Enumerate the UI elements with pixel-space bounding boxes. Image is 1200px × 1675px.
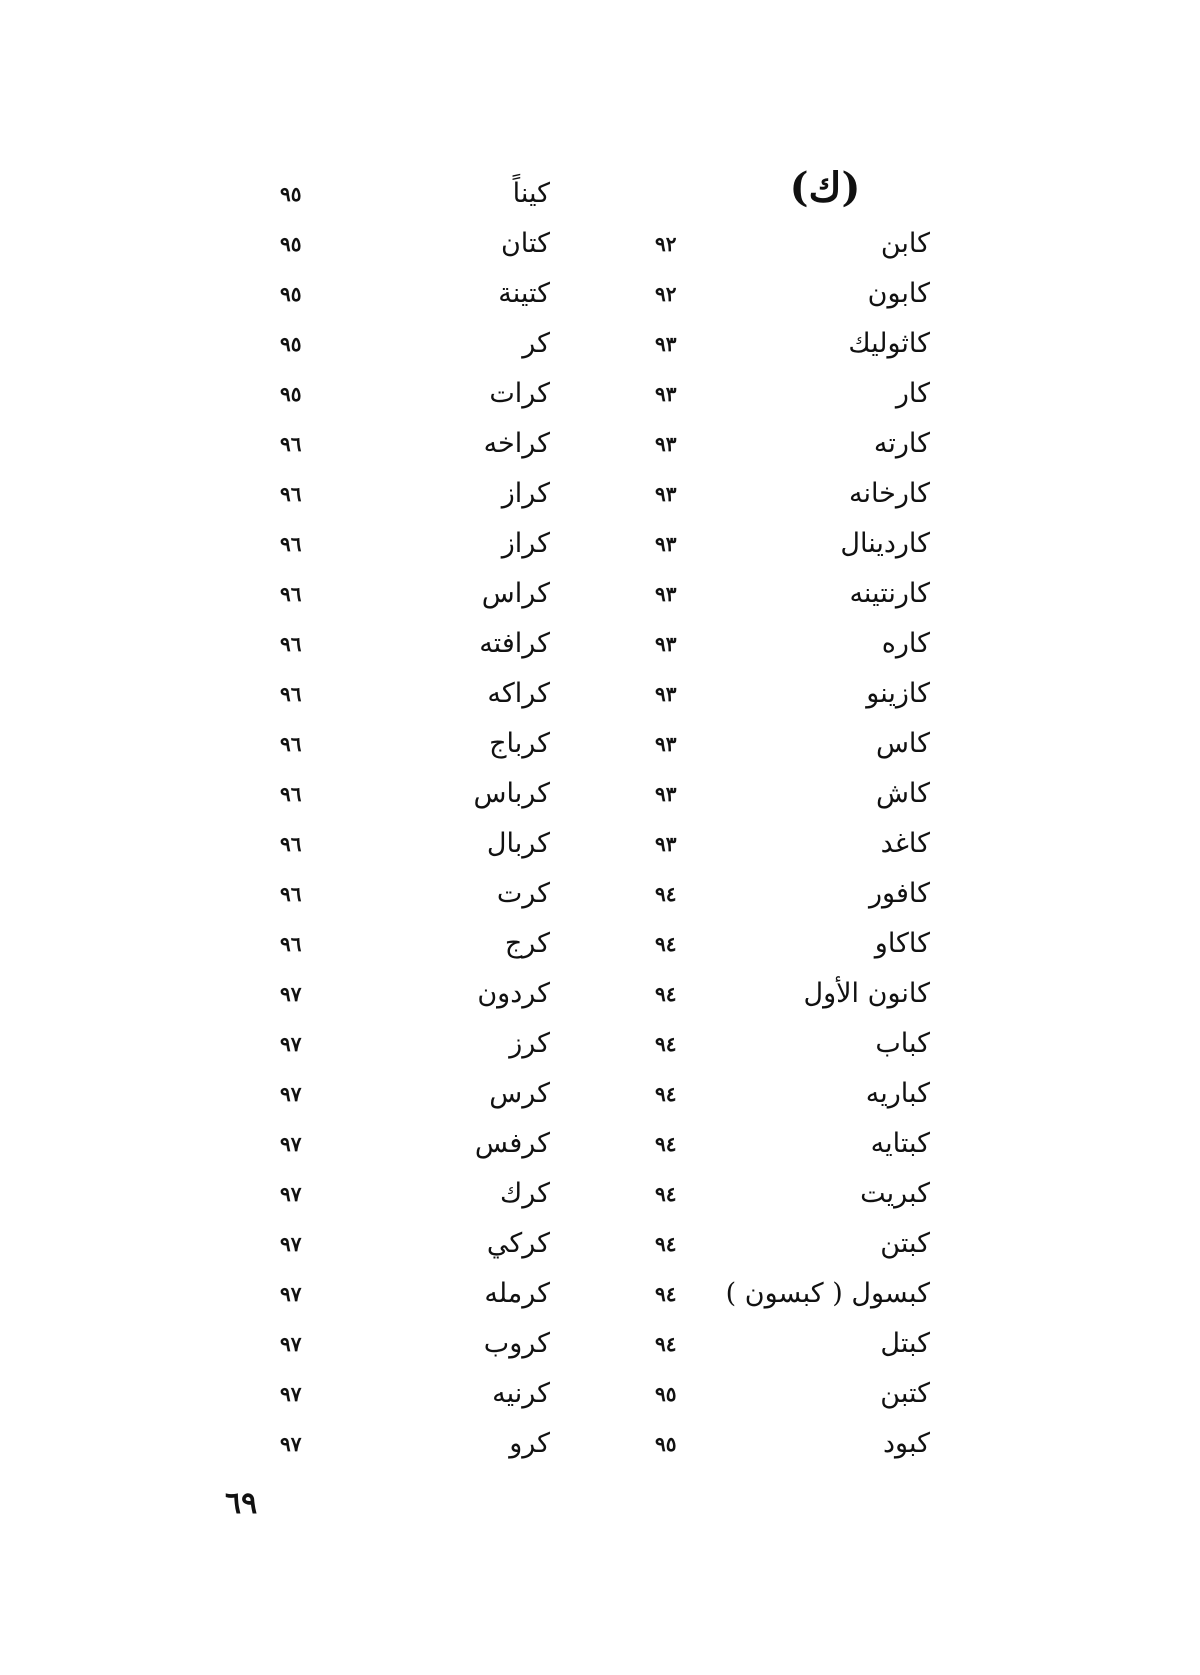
index-entry [655,674,945,724]
entry-word: كراخه [483,428,550,459]
entry-page-ref: ٩٢ [655,282,677,306]
entry-word: كرافته [479,628,550,659]
entry-word: كراس [481,578,550,609]
entry-word: كركي [486,1228,550,1259]
entry-page-ref: ٩٤ [655,1282,677,1306]
index-entry [280,924,550,974]
entry-word: كاغد [880,828,930,859]
entry-word: كرج [504,928,550,959]
index-entry [655,974,945,1024]
index-entry [280,1024,550,1074]
index-entry [280,974,550,1024]
index-entry [655,1124,945,1174]
entry-word: كاردينال [840,528,930,559]
entry-word: كرت [496,878,550,909]
entry-word: كراز [501,528,550,559]
index-entry [280,374,550,424]
entry-page-ref: ٩٤ [655,882,677,906]
entry-word: كيناً [512,178,550,209]
entry-page-ref: ٩٣ [655,732,677,756]
entry-page-ref: ٩٧ [280,982,302,1006]
entry-page-ref: ٩٦ [280,832,302,856]
entry-word: كتينة [498,278,550,309]
page-number: ٦٩ [225,1486,258,1521]
entry-word: كرات [489,378,550,409]
entry-word: كتان [500,228,550,259]
index-entry [655,1024,945,1074]
entry-page-ref: ٩٦ [280,432,302,456]
entry-word: كاس [875,728,930,759]
entry-word: كرفس [474,1128,550,1159]
right-column [655,224,945,1474]
entry-page-ref: ٩٣ [655,532,677,556]
index-entry [655,724,945,774]
entry-page-ref: ٩٦ [280,732,302,756]
entry-page-ref: ٩٣ [655,382,677,406]
index-entry [280,224,550,274]
entry-page-ref: ٩٥ [655,1432,677,1456]
index-entry [655,1374,945,1424]
index-entry [655,374,945,424]
entry-page-ref: ٩٣ [655,832,677,856]
entry-word: كرنيه [492,1378,550,1409]
entry-word: كاكاو [874,928,930,959]
index-entry [280,1424,550,1474]
entry-page-ref: ٩٧ [280,1282,302,1306]
index-entry [280,574,550,624]
entry-page-ref: ٩٢ [655,232,677,256]
section-heading: (ك) [789,164,861,211]
index-entry [280,774,550,824]
left-column [280,174,550,1474]
entry-word: كافور [869,878,930,909]
entry-page-ref: ٩٥ [655,1382,677,1406]
index-entry [280,424,550,474]
entry-word: كابون [867,278,930,309]
entry-word: كرز [509,1028,550,1059]
entry-word: كار [895,378,930,409]
index-entry [280,624,550,674]
entry-page-ref: ٩٧ [280,1382,302,1406]
index-entry [280,324,550,374]
index-entry [280,1074,550,1124]
entry-word: كانون الأول [803,978,930,1009]
entry-page-ref: ٩٣ [655,632,677,656]
entry-word: كرباج [489,728,550,759]
entry-word: كبسول ( كبسون ) [725,1278,930,1309]
entry-word: كاش [875,778,930,809]
entry-page-ref: ٩٤ [655,1332,677,1356]
entry-page-ref: ٩٧ [280,1032,302,1056]
entry-word: كارنتينه [849,578,930,609]
index-entry [655,274,945,324]
index-entry [655,524,945,574]
index-entry [655,574,945,624]
entry-page-ref: ٩٦ [280,932,302,956]
entry-word: كبتن [880,1228,930,1259]
index-entry [655,1074,945,1124]
index-entry [655,224,945,274]
index-entry [280,1174,550,1224]
entry-page-ref: ٩٤ [655,1132,677,1156]
entry-page-ref: ٩٣ [655,482,677,506]
index-entry [655,774,945,824]
entry-page-ref: ٩٥ [280,332,302,356]
index-entry [280,724,550,774]
entry-word: كرو [509,1428,550,1459]
entry-word: كراز [501,478,550,509]
index-entry [280,824,550,874]
entry-page-ref: ٩٣ [655,332,677,356]
index-entry [655,1174,945,1224]
entry-page-ref: ٩٧ [280,1132,302,1156]
index-entry [655,1324,945,1374]
entry-page-ref: ٩٧ [280,1182,302,1206]
index-entry [655,324,945,374]
entry-page-ref: ٩٦ [280,682,302,706]
entry-word: كبتل [880,1328,930,1359]
entry-word: كربال [486,828,550,859]
entry-page-ref: ٩٦ [280,632,302,656]
entry-word: كروب [483,1328,550,1359]
index-entry [655,824,945,874]
index-entry [655,1424,945,1474]
entry-word: كارته [873,428,930,459]
index-entry [280,874,550,924]
entry-word: كبود [883,1428,930,1459]
entry-word: كرك [499,1178,550,1209]
entry-word: كرباس [473,778,550,809]
entry-page-ref: ٩٤ [655,1182,677,1206]
entry-page-ref: ٩٥ [280,182,302,206]
index-entry [655,1274,945,1324]
index-entry [280,524,550,574]
entry-page-ref: ٩٦ [280,482,302,506]
entry-page-ref: ٩٦ [280,782,302,806]
entry-word: كراكه [487,678,550,709]
entry-word: كازينو [866,678,930,709]
entry-word: كتبن [880,1378,930,1409]
entry-page-ref: ٩٦ [280,532,302,556]
index-entry [280,1274,550,1324]
entry-word: كابن [880,228,930,259]
index-entry [280,274,550,324]
entry-page-ref: ٩٧ [280,1232,302,1256]
index-entry [280,674,550,724]
entry-page-ref: ٩٥ [280,382,302,406]
index-entry [655,1224,945,1274]
entry-word: كرمله [484,1278,550,1309]
entry-page-ref: ٩٦ [280,582,302,606]
entry-word: كباب [875,1028,930,1059]
entry-word: كبتايه [870,1128,930,1159]
entry-page-ref: ٩٦ [280,882,302,906]
entry-page-ref: ٩٤ [655,932,677,956]
index-entry [655,624,945,674]
entry-page-ref: ٩٧ [280,1332,302,1356]
index-entry [655,474,945,524]
entry-page-ref: ٩٣ [655,432,677,456]
index-entry [280,474,550,524]
entry-page-ref: ٩٧ [280,1082,302,1106]
entry-page-ref: ٩٤ [655,1082,677,1106]
index-entry [280,1374,550,1424]
entry-word: كردون [477,978,550,1009]
entry-page-ref: ٩٤ [655,1032,677,1056]
entry-page-ref: ٩٤ [655,1232,677,1256]
entry-page-ref: ٩٥ [280,282,302,306]
entry-word: كبريت [860,1178,930,1209]
entry-page-ref: ٩٥ [280,232,302,256]
index-entry [280,174,550,224]
entry-word: كاثوليك [848,328,930,359]
entry-page-ref: ٩٣ [655,682,677,706]
entry-word: كر [522,328,550,359]
index-entry [280,1324,550,1374]
index-entry [655,874,945,924]
entry-word: كباريه [865,1078,930,1109]
entry-page-ref: ٩٤ [655,982,677,1006]
index-entry [655,424,945,474]
index-entry [655,924,945,974]
entry-page-ref: ٩٧ [280,1432,302,1456]
entry-word: كارخانه [848,478,930,509]
index-entry [280,1224,550,1274]
index-entry [280,1124,550,1174]
entry-page-ref: ٩٣ [655,782,677,806]
entry-page-ref: ٩٣ [655,582,677,606]
entry-word: كاره [881,628,930,659]
entry-word: كرس [489,1078,550,1109]
